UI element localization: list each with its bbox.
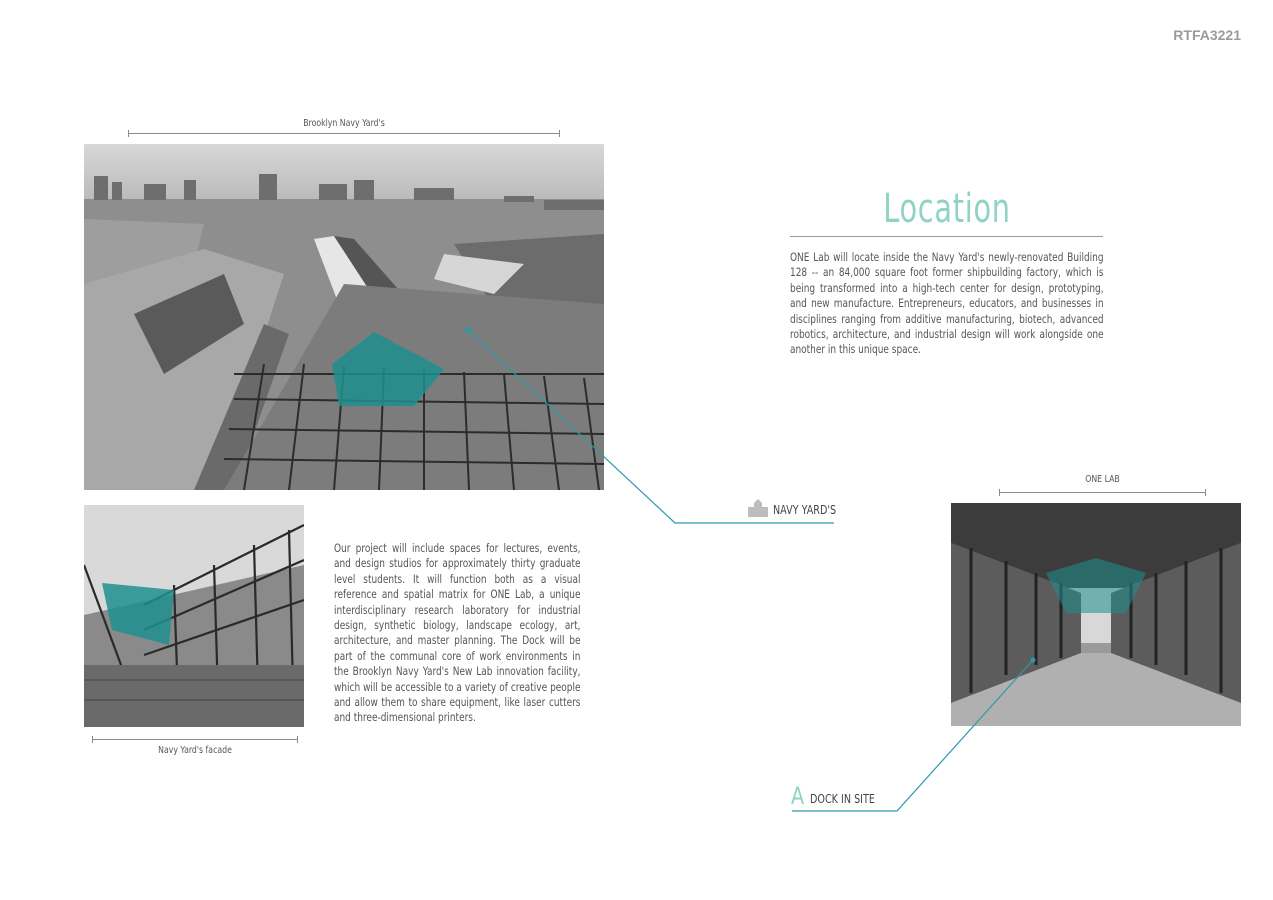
location-heading-rule <box>790 236 1103 237</box>
navy-yard-leader-line <box>460 320 840 530</box>
project-description: Our project will include spaces for lectures, events, and design studios for approximately thirty graduate level students. It will function both as a visual reference and spatial matrix for ONE Lab, a unique interdisciplinary research laboratory for industrial design, synthetic biology, landscape ecology, art, architecture, and master planning. The Dock will be part of the communal core of work environments in the Brooklyn Navy Yard's New Lab innovation facility, which will be accessible to a variety of creative people and allow them to share equipment, like laser cutters and three-dimensional printers. <box>334 541 581 725</box>
facade-photo-caption: Navy Yard's facade <box>158 745 232 756</box>
interior-photo-caption: ONE LAB <box>1085 474 1120 485</box>
dock-letter: A <box>791 782 805 810</box>
facade-photo-image <box>84 505 304 727</box>
dock-leader-line <box>790 650 1050 815</box>
navy-yards-label: NAVY YARD'S <box>773 503 837 517</box>
location-heading: Location <box>883 186 1011 232</box>
building-icon <box>748 499 768 517</box>
aerial-photo-caption: Brooklyn Navy Yard's <box>303 118 385 129</box>
location-description: ONE Lab will locate inside the Navy Yard's newly-renovated Building 128 -- an 84,000 square foot former shipbuilding factory, which is being transformed into a high-tech center for design, prototyping, and new manufacture. Entrepreneurs, educators, and businesses in disciplines ranging from additive manufacturing, biotech, advanced robotics, architecture, and industrial design will work alongside one another in this unique space. <box>790 250 1104 357</box>
page-code: RTFA3221 <box>1173 27 1241 43</box>
facade-dimension-line <box>92 739 298 740</box>
interior-dimension-line <box>999 492 1206 493</box>
dock-in-site-label: DOCK IN SITE <box>810 792 875 806</box>
facade-photo <box>84 505 304 727</box>
aerial-dimension-line <box>128 133 560 134</box>
